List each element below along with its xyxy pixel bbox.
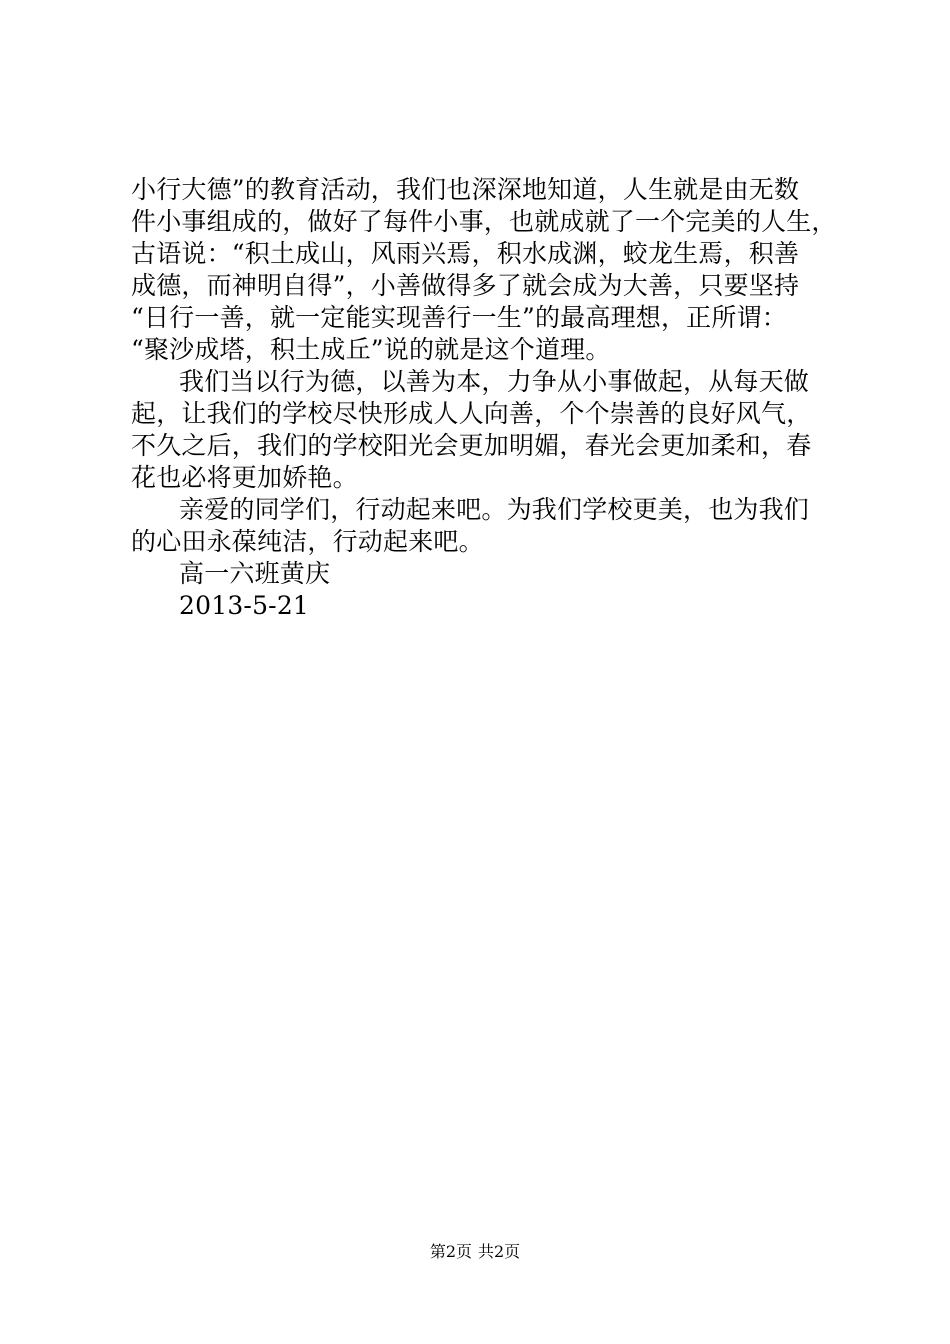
document-body — [131, 174, 837, 622]
page-number: 第2页 — [429, 1242, 472, 1261]
text-line: 我们当以行为德，以善为本，力争从小事做起，从每天做 — [179, 367, 810, 396]
text-line: 小行大德”的教育活动，我们也深深地知道，人生就是由无数 — [131, 175, 800, 204]
signature-date: 2013-5-21 — [179, 591, 310, 620]
text-line: “聚沙成塔，积土成丘”说的就是这个道理。 — [131, 335, 611, 364]
text-line: 古语说：“积土成山，风雨兴焉，积水成渊，蛟龙生焉，积善 — [131, 239, 800, 268]
text-line: 件小事组成的，做好了每件小事，也就成就了一个完美的人生， — [131, 207, 837, 236]
text-line: “日行一善，就一定能实现善行一生”的最高理想，正所谓： — [131, 303, 787, 332]
text-line: 亲爱的同学们，行动起来吧。为我们学校更美，也为我们 — [179, 495, 810, 524]
text-line: 不久之后，我们的学校阳光会更加明媚，春光会更加柔和，春 — [131, 431, 812, 460]
text-line: 的心田永葆纯洁，行动起来吧。 — [131, 527, 484, 556]
signature-name: 高一六班黄庆 — [179, 559, 331, 588]
page-total: 共2页 — [478, 1242, 521, 1261]
text-line: 成德，而神明自得”，小善做得多了就会成为大善，只要坚持 — [131, 271, 800, 300]
text-line: 花也必将更加娇艳。 — [131, 463, 358, 492]
page-footer — [0, 1242, 950, 1262]
text-line: 起，让我们的学校尽快形成人人向善，个个崇善的良好风气， — [131, 399, 812, 428]
